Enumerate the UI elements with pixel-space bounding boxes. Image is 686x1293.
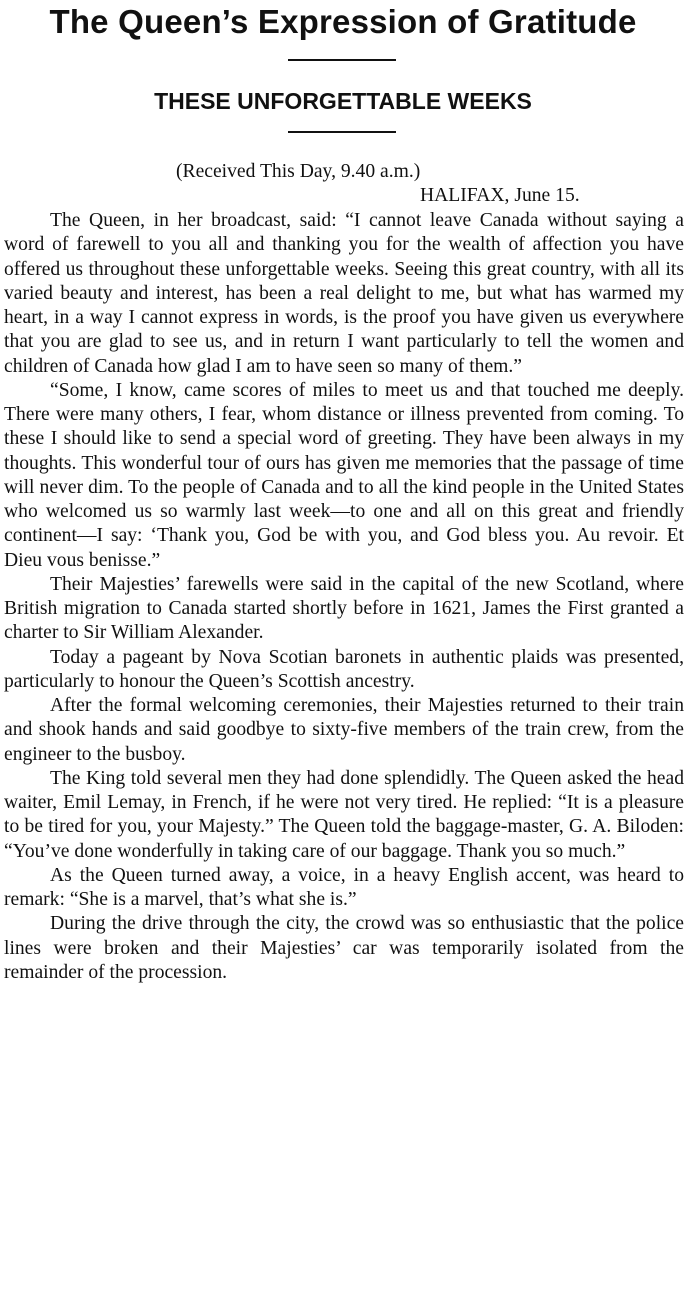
headline: The Queen’s Expression of Gratitude	[49, 3, 637, 40]
paragraph: The King told several men they had done splendidly. The Queen asked the head waiter, Emil Lemay, in French, if he were not very tired. He replied: “It is a pleasure to be tired for you, your Majesty.” The Queen told the baggage-master, G. A. Biloden: “You’ve done wonderfully in taking care of our baggage. Thank you so much.”	[4, 767, 684, 862]
received-time: (Received This Day, 9.40 a.m.)	[176, 161, 421, 182]
dateline-place: HALIFAX, June 15.	[420, 185, 580, 207]
paragraph: Their Majesties’ farewells were said in the capital of the new Scotland, where British migration to Canada started shortly before in 1621, James the First granted a charter to Sir William Alexander.	[4, 573, 684, 644]
article-body	[4, 209, 684, 985]
paragraph: After the formal welcoming ceremonies, their Majesties returned to their train and shook hands and said goodbye to sixty-five members of the train crew, from the engineer to the busboy.	[4, 695, 684, 765]
subheadline: THESE UNFORGETTABLE WEEKS	[154, 88, 532, 114]
paragraph: As the Queen turned away, a voice, in a heavy English accent, was heard to remark: “She is a marvel, that’s what she is.”	[4, 864, 684, 910]
subheadline-divider	[288, 131, 396, 133]
paragraph: “Some, I know, came scores of miles to meet us and that touched me deeply. There were many others, I fear, whom distance or illness prevented from coming. To these I should like to send a special word of greeting. They have been always in my thoughts. This wonderful tour of ours has given me memories that the passage of time will never dim. To the people of Canada and to all the kind people in the United States who welcomed us so warmly last week—to one and all on this great and friendly continent—I say: ‘Thank you, God be with you, and God bless you. Au revoir. Et Dieu vous benisse.”	[4, 379, 684, 571]
paragraph: Today a pageant by Nova Scotian baronets in authentic plaids was presented, particularly to honour the Queen’s Scottish ancestry.	[4, 646, 684, 692]
dateline-block	[0, 160, 686, 209]
paragraph: The Queen, in her broadcast, said: “I cannot leave Canada without saying a word of farewell to you all and thanking you for the wealth of affection you have offered us throughout these unforgettable weeks. Seeing this great country, with all its varied beauty and interest, has been a real delight to me, but what has warmed my heart, in a way I cannot express in words, is the proof you have given us everywhere that you are glad to see us, and in return I want particularly to tell the women and children of Canada how glad I am to have seen so many of them.”	[4, 210, 684, 377]
paragraph: During the drive through the city, the crowd was so enthusiastic that the police lines were broken and their Majesties’ car was temporarily isolated from the remainder of the procession.	[4, 913, 684, 983]
headline-divider	[288, 59, 396, 61]
